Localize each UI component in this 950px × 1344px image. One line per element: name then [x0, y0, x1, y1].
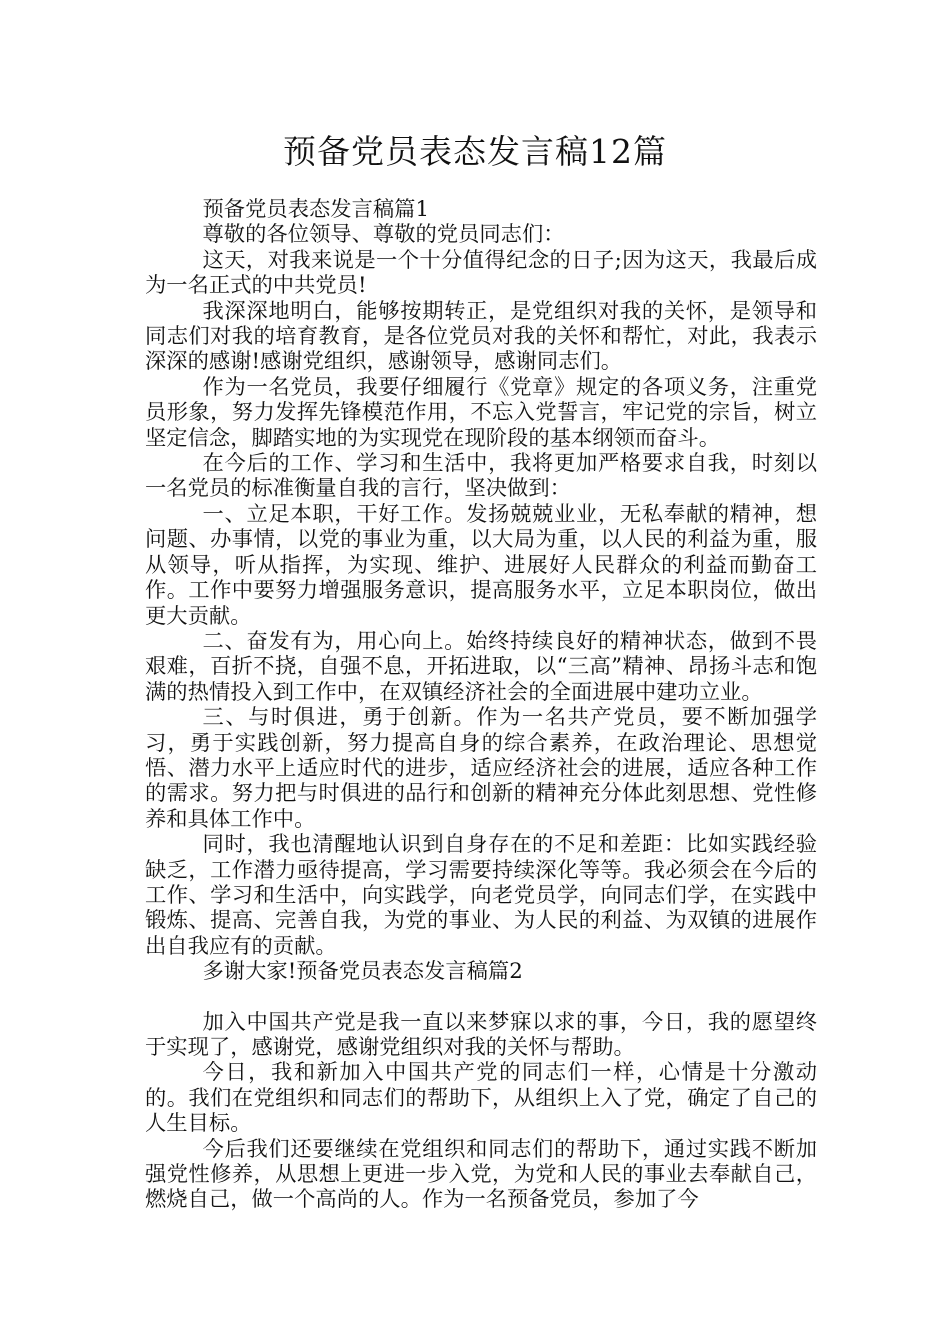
paragraph: 三、与时俱进，勇于创新。作为一名共产党员，要不断加强学习，勇于实践创新，努力提高自身的综合素养，在政治理论、思想觉悟、潜力水平上适应时代的进步，适应经济社会的进展，适应各种工作的需求。努力把与时俱进的品行和创新的精神充分体此刻思想、党性修养和具体工作中。 — [145, 705, 817, 832]
paragraph: 今日，我和新加入中国共产党的同志们一样，心情是十分激动的。我们在党组织和同志们的帮助下，从组织上入了党，确定了自己的人生目标。 — [145, 1060, 817, 1137]
blank-line — [145, 985, 817, 1010]
document-title: 预备党员表态发言稿12篇 — [283, 132, 667, 171]
section-heading-2: 多谢大家!预备党员表态发言稿篇2 — [202, 959, 523, 985]
document-body — [145, 197, 817, 1213]
paragraph: 二、奋发有为，用心向上。始终持续良好的精神状态，做到不畏艰难，百折不挠，自强不息，开拓进取，以“三高”精神、昂扬斗志和饱满的热情投入到工作中，在双镇经济社会的全面进展中建功立业。 — [145, 628, 817, 705]
paragraph: 一、立足本职，干好工作。发扬兢兢业业，无私奉献的精神，想问题、办事情，以党的事业为重，以大局为重，以人民的利益为重，服从领导，听从指挥，为实现、维护、进展好人民群众的利益而勤奋工作。工作中要努力增强服务意识，提高服务水平，立足本职岗位，做出更大贡献。 — [145, 501, 817, 629]
section-heading-1: 预备党员表态发言稿篇1 — [202, 197, 430, 222]
salutation: 尊敬的各位领导、尊敬的党员同志们： — [202, 222, 565, 248]
paragraph: 在今后的工作、学习和生活中，我将更加严格要求自我，时刻以一名党员的标准衡量自我的言行，坚决做到： — [145, 451, 817, 502]
paragraph: 今后我们还要继续在党组织和同志们的帮助下，通过实践不断加强党性修养，从思想上更进一步入党，为党和人民的事业去奉献自己，燃烧自己，做一个高尚的人。作为一名预备党员，参加了今 — [145, 1136, 817, 1213]
paragraph: 这天，对我来说是一个十分值得纪念的日子;因为这天，我最后成为一名正式的中共党员! — [145, 247, 817, 299]
paragraph: 作为一名党员，我要仔细履行《党章》规定的各项义务，注重党员形象，努力发挥先锋模范作用，不忘入党誓言，牢记党的宗旨，树立坚定信念，脚踏实地的为实现党在现阶段的基本纲领而奋斗。 — [145, 374, 817, 451]
paragraph: 加入中国共产党是我一直以来梦寐以求的事，今日，我的愿望终于实现了，感谢党，感谢党组织对我的关怀与帮助。 — [145, 1009, 817, 1060]
paragraph: 同时，我也清醒地认识到自身存在的不足和差距：比如实践经验缺乏，工作潜力亟待提高，学习需要持续深化等等。我必须会在今后的工作、学习和生活中，向实践学，向老党员学，向同志们学，在实践中锻炼、提高、完善自我，为党的事业、为人民的利益、为双镇的进展作出自我应有的贡献。 — [145, 832, 817, 959]
paragraph: 我深深地明白，能够按期转正，是党组织对我的关怀，是领导和同志们对我的培育教育，是各位党员对我的关怀和帮忙，对此，我表示深深的感谢!感谢党组织，感谢领导，感谢同志们。 — [145, 298, 817, 375]
